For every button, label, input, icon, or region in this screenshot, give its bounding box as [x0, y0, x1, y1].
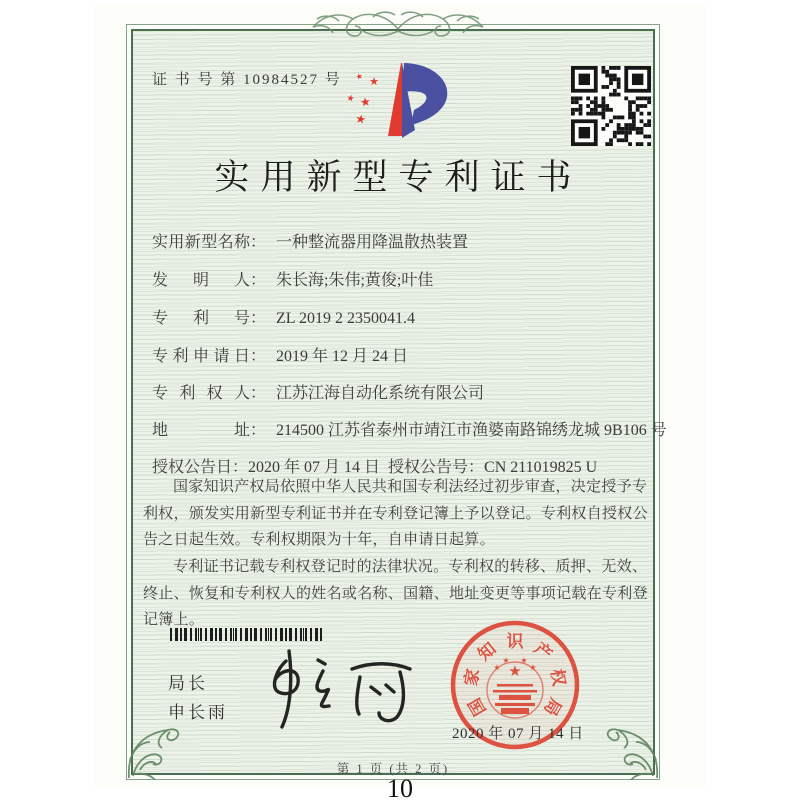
field-colon: ： [468, 459, 485, 476]
field-row-address [152, 417, 667, 440]
svg-text:★: ★ [529, 663, 537, 672]
seal-char: 局 [540, 694, 566, 719]
certificate-number: 证 书 号 第 10984527 号 [152, 72, 342, 88]
body-paragraph-1: 国家知识产权局依照中华人民共和国专利法经过初步审查，决定授予专利权，颁发实用新型专利证书并在专利登记簿上予以登记。专利权自授权公告之日起生效。专利权期限为十年，自申请日起算。 [143, 479, 648, 549]
svg-text:★: ★ [502, 656, 510, 665]
qr-code [571, 66, 651, 146]
field-label: 地址 [152, 422, 250, 439]
field-value: 2019 年 12 月 24 日 [276, 348, 409, 365]
field-label: 实用新型名称 [152, 234, 250, 251]
top-flourish-ornament [303, 7, 493, 45]
field-label: 授权公告日 [152, 459, 233, 476]
svg-text:★: ★ [520, 656, 528, 665]
field-colon: ： [232, 459, 249, 476]
issuer-role-label: 局长 [168, 674, 208, 693]
seal-date: 2020 年 07 月 14 日 [452, 726, 584, 742]
field-value: 2020 年 07 月 14 日 [248, 459, 381, 476]
body-paragraph-2: 专利证书记载专利权登记时的法律状况。专利权的转移、质押、无效、终止、恢复和专利权人的姓名或名称、国籍、地址变更等事项记载在专利登记簿上。 [143, 559, 648, 629]
field-row-patentee [152, 380, 632, 403]
seal-char: 国 [464, 694, 490, 719]
seal-char: 家 [461, 667, 483, 688]
field-label: 专利权人 [152, 385, 250, 402]
cnipa-logo-icon [338, 56, 460, 148]
field-row-name [152, 229, 632, 252]
field-value: 朱长海;朱伟;黄俊;叶佳 [276, 272, 434, 289]
scan-page-number: 10 [387, 774, 413, 800]
field-label: 授权公告号 [388, 459, 469, 476]
svg-text:★: ★ [493, 663, 501, 672]
svg-text:★: ★ [508, 662, 522, 680]
seal-char: 识 [506, 632, 524, 651]
seal-char: 权 [547, 667, 569, 688]
director-signature [256, 645, 426, 735]
field-colon: ： [250, 348, 267, 365]
field-colon: ： [250, 272, 267, 289]
field-row-inventors [152, 267, 632, 290]
svg-text:★: ★ [354, 71, 364, 82]
field-value: ZL 2019 2 2350041.4 [276, 310, 415, 327]
field-value: 一种整流器用降温散热装置 [276, 234, 469, 251]
seal-char: 知 [474, 638, 500, 665]
field-label: 发明人 [152, 272, 250, 289]
barcode [170, 628, 323, 641]
field-row-filing-date [152, 343, 632, 366]
field-colon: ： [250, 422, 267, 439]
svg-text:★: ★ [369, 75, 379, 88]
field-colon: ： [250, 385, 267, 402]
seal-char: 产 [530, 638, 556, 665]
svg-text:★: ★ [345, 93, 356, 105]
field-colon: ： [250, 310, 267, 327]
page-info-footer: 第 1 页 (共 2 页) [336, 762, 450, 776]
field-value: 江苏江海自动化系统有限公司 [276, 385, 485, 402]
issuer-name-label: 申长雨 [168, 703, 228, 722]
svg-text:★: ★ [359, 94, 372, 110]
field-row-patent-no [152, 305, 632, 328]
field-label: 专利申请日 [152, 348, 250, 365]
field-label: 专利号 [152, 310, 250, 327]
field-value: CN 211019825 U [484, 459, 598, 476]
svg-text:★: ★ [354, 111, 368, 127]
certificate-title: 实用新型专利证书 [214, 158, 583, 197]
field-value: 214500 江苏省泰州市靖江市渔婆南路锦绣龙城 9B106 号 [276, 422, 667, 439]
field-colon: ： [250, 234, 267, 251]
